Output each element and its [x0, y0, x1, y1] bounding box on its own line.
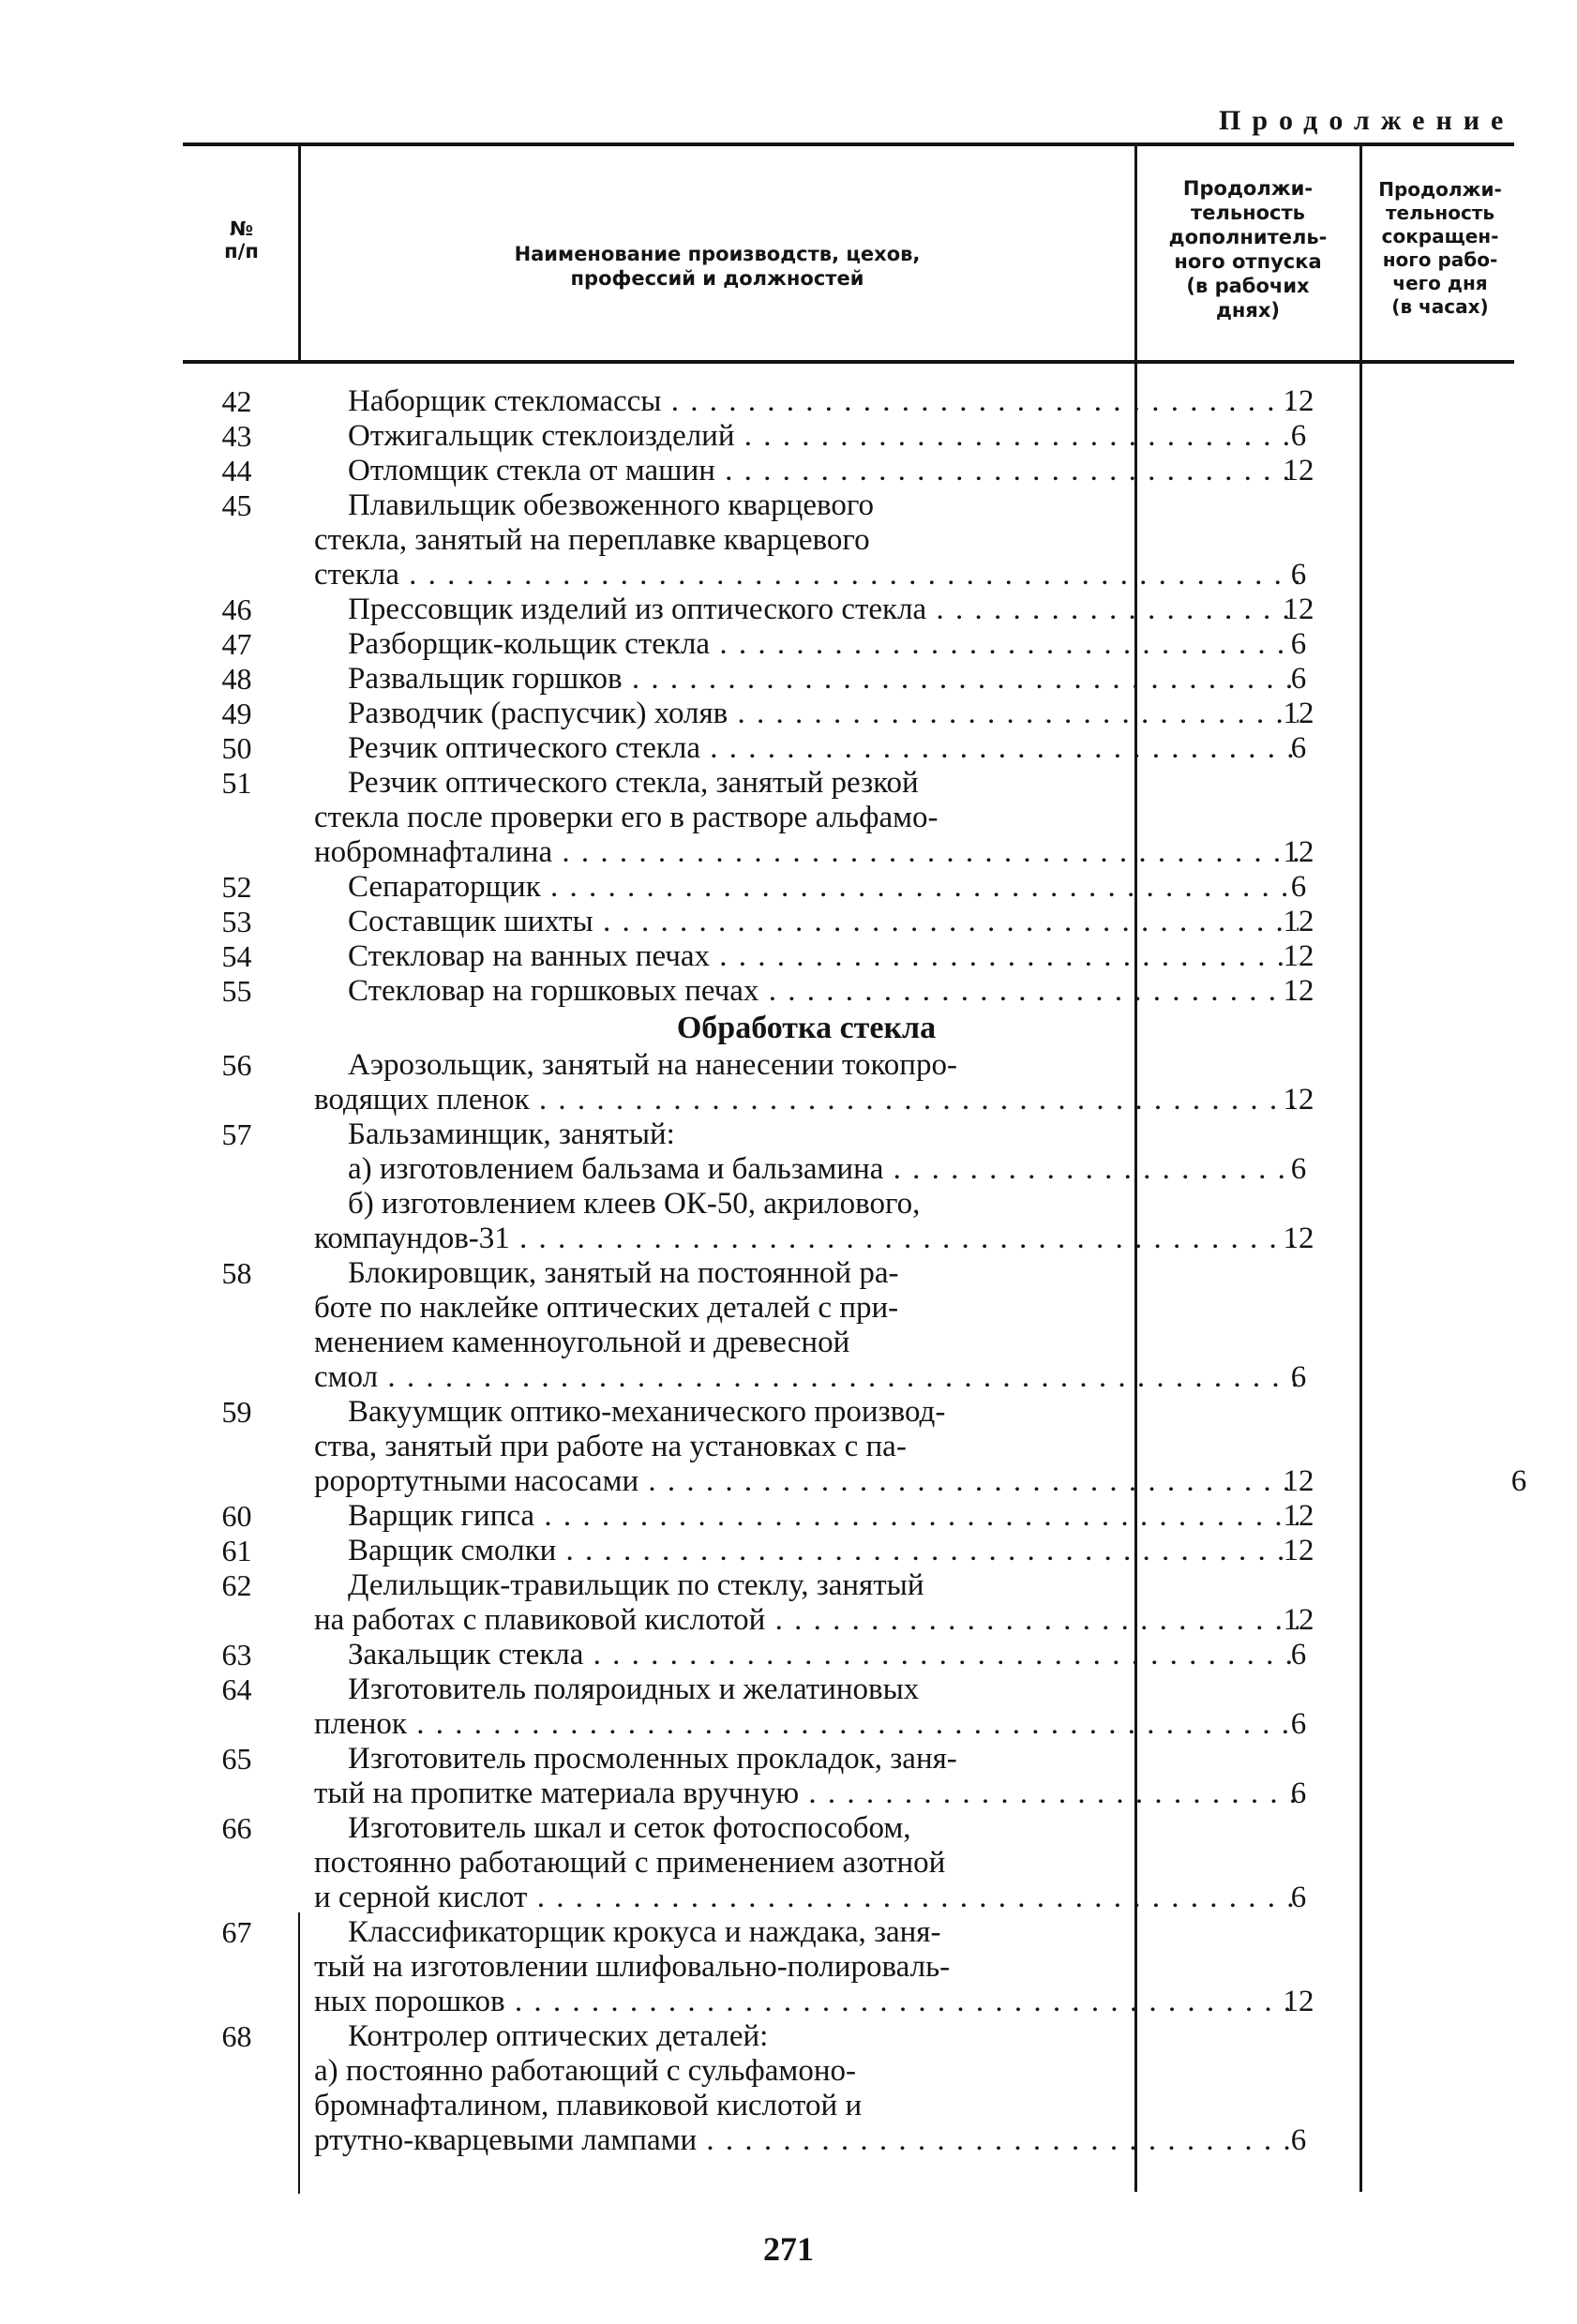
row-number: 47 — [221, 627, 252, 661]
description-line: Варщик смолки . . . — [314, 1534, 1299, 1568]
table-row — [183, 1048, 1524, 1117]
table-row — [183, 1811, 1524, 1915]
header-divider-1 — [298, 146, 301, 360]
additional-leave-days: 6 — [1290, 627, 1307, 661]
header-divider-2 — [1134, 146, 1137, 360]
table-row — [183, 662, 1524, 697]
description-line: и серной кислот . . . — [314, 1881, 1299, 1915]
additional-leave-days: 6 — [1290, 2123, 1307, 2157]
table-row — [183, 1742, 1524, 1811]
header-short-line: (в часах) — [1391, 295, 1489, 318]
description-line: Прессовщик изделий из оптического стекла . . . — [314, 592, 1299, 627]
additional-leave-days: 6 — [1290, 1881, 1307, 1914]
row-number: 44 — [221, 454, 252, 487]
row-number: 55 — [221, 974, 252, 1008]
row-description — [314, 974, 1299, 1009]
additional-leave-days: 12 — [1283, 1603, 1314, 1637]
row-number: 54 — [221, 939, 252, 973]
row-description — [314, 2019, 1299, 2158]
description-line: б) изготовлением клеев ОК-50, акрилового, — [348, 1187, 921, 1221]
additional-leave-days: 6 — [1290, 662, 1307, 696]
description-line: Закальщик стекла . . . — [314, 1638, 1299, 1672]
header-short-line: чего дня — [1392, 272, 1488, 294]
header-additional-leave — [1142, 176, 1354, 322]
header-short-line: ного рабо- — [1382, 248, 1498, 271]
header-short-line: Продолжи- — [1378, 178, 1502, 201]
description-line: стекла после проверки его в растворе альфамо- — [314, 801, 939, 834]
header-short-line: сокращен- — [1381, 225, 1499, 247]
table-row — [183, 1638, 1524, 1672]
row-description — [314, 1499, 1299, 1534]
row-number: 50 — [221, 731, 252, 765]
additional-leave-days: 12 — [1283, 835, 1314, 869]
row-number: 56 — [221, 1048, 252, 1082]
additional-leave-days: 6 — [1290, 1777, 1307, 1810]
row-number: 46 — [221, 592, 252, 626]
header-add-line: дополнитель- — [1168, 226, 1328, 248]
description-line: боте по наклейке оптических деталей с при- — [314, 1291, 899, 1325]
description-line: смол . . . — [314, 1360, 1299, 1395]
description-line: Изготовитель поляроидных и желатиновых — [348, 1672, 920, 1706]
header-divider-3 — [1359, 146, 1362, 360]
description-line: Бальзаминщик, занятый: — [348, 1117, 675, 1151]
row-description — [314, 697, 1299, 731]
additional-leave-days: 12 — [1283, 697, 1314, 730]
description-line: Стекловар на горшковых печах . . . — [314, 974, 1299, 1009]
description-line: стекла . . . — [314, 558, 1299, 592]
row-description — [314, 1048, 1299, 1117]
row-description — [314, 1395, 1299, 1499]
description-line: постоянно работающий с применением азотной — [314, 1846, 946, 1880]
row-number: 68 — [221, 2019, 252, 2053]
row-number: 57 — [221, 1117, 252, 1151]
description-line: Стекловар на ванных печах . . . — [314, 939, 1299, 974]
additional-leave-days: 12 — [1283, 1222, 1314, 1255]
row-number: 53 — [221, 905, 252, 938]
description-line: а) изготовлением бальзама и бальзамина . . . — [314, 1152, 1299, 1187]
additional-leave-days: 6 — [1290, 731, 1307, 765]
description-line: Делильщик-травильщик по стеклу, занятый — [348, 1568, 924, 1602]
description-line: ства, занятый при работе на установках с па- — [314, 1430, 907, 1463]
description-line: ртутно-кварцевыми лампами . . . — [314, 2123, 1299, 2158]
row-description — [314, 870, 1299, 905]
row-description — [314, 1534, 1299, 1568]
description-line: Аэрозольщик, занятый на нанесении токопро- — [348, 1048, 957, 1082]
row-description — [314, 1152, 1299, 1187]
row-number: 64 — [221, 1672, 252, 1706]
table-row — [183, 974, 1524, 1009]
additional-leave-days: 12 — [1283, 1464, 1314, 1498]
description-line: Вакуумщик оптико-механического производ- — [348, 1395, 946, 1429]
row-description — [314, 1256, 1299, 1395]
row-description — [314, 1117, 1299, 1152]
row-number: 52 — [221, 870, 252, 904]
row-number: 60 — [221, 1499, 252, 1533]
description-line: на работах с плавиковой кислотой . . . — [314, 1603, 1299, 1638]
header-bottom-rule — [183, 360, 1514, 364]
table-row — [183, 2019, 1524, 2158]
row-number: 67 — [221, 1915, 252, 1949]
row-number: 63 — [221, 1638, 252, 1672]
description-line: Изготовитель просмоленных прокладок, заня- — [348, 1742, 957, 1776]
description-line: пленок . . . — [314, 1707, 1299, 1742]
row-number: 66 — [221, 1811, 252, 1845]
header-add-line: ного отпуска — [1174, 250, 1322, 273]
header-name-line: профессий и должностей — [570, 267, 864, 290]
row-description — [314, 1742, 1299, 1811]
row-description — [314, 1672, 1299, 1742]
table-row — [183, 905, 1524, 939]
description-line: Классификаторщик крокуса и наждака, заня- — [348, 1915, 941, 1949]
additional-leave-days: 6 — [1290, 1360, 1307, 1394]
description-line: водящих пленок . . . — [314, 1083, 1299, 1117]
table-row — [183, 1395, 1527, 1499]
row-number: 51 — [221, 766, 252, 800]
row-description — [314, 662, 1299, 697]
continued-label: Продолжение — [1219, 105, 1515, 136]
description-line: нобромнафталина . . . — [314, 835, 1299, 870]
table-row — [183, 870, 1524, 905]
row-description — [314, 731, 1299, 766]
section-title: Обработка стекла — [676, 1011, 937, 1045]
header-num — [188, 217, 295, 262]
description-line: Варщик гипса . . . — [314, 1499, 1299, 1534]
table-row — [183, 1672, 1524, 1742]
description-line: Блокировщик, занятый на постоянной ра- — [348, 1256, 899, 1290]
additional-leave-days: 12 — [1283, 1083, 1314, 1117]
description-line: Наборщик стекломассы . . . — [314, 384, 1299, 419]
table-row — [183, 454, 1524, 488]
description-line: Резчик оптического стекла, занятый резкой — [348, 766, 919, 800]
additional-leave-days: 6 — [1290, 1638, 1307, 1672]
header-add-line: тельность — [1191, 202, 1305, 224]
additional-leave-days: 6 — [1290, 419, 1307, 453]
table-row — [183, 731, 1524, 766]
table-row — [183, 627, 1524, 662]
table-row — [183, 592, 1524, 627]
row-number: 58 — [221, 1256, 252, 1290]
additional-leave-days: 6 — [1290, 558, 1307, 592]
table-row — [183, 1568, 1524, 1638]
row-description — [314, 1187, 1299, 1256]
table-row — [183, 1256, 1524, 1395]
description-line: тый на изготовлении шлифовально-полироваль- — [314, 1950, 951, 1984]
header-name-line: Наименование производств, цехов, — [514, 243, 921, 265]
description-line: стекла, занятый на переплавке кварцевого — [314, 523, 870, 557]
description-line: ных порошков . . . — [314, 1985, 1299, 2019]
table-row — [183, 488, 1524, 592]
header-num-line: п/п — [224, 240, 259, 262]
description-line: Сепараторщик . . . — [314, 870, 1299, 905]
row-number: 59 — [221, 1395, 252, 1429]
row-description — [314, 419, 1299, 454]
table-row — [183, 1117, 1524, 1152]
description-line: Изготовитель шкал и сеток фотоспособом, — [348, 1811, 911, 1845]
table-row — [183, 697, 1524, 731]
description-line: Развальщик горшков . . . — [314, 662, 1299, 697]
row-description — [314, 488, 1299, 592]
row-number: 61 — [221, 1534, 252, 1567]
page-number: 271 — [763, 2230, 814, 2268]
row-description — [314, 1915, 1299, 2019]
additional-leave-days: 12 — [1283, 1985, 1314, 2018]
additional-leave-days: 6 — [1290, 1152, 1307, 1186]
header-top-rule — [183, 142, 1514, 146]
row-description — [314, 1811, 1299, 1915]
table-body — [183, 384, 1527, 2158]
row-number: 49 — [221, 697, 252, 730]
row-number: 45 — [221, 488, 252, 522]
header-add-line: Продолжи- — [1182, 177, 1314, 200]
additional-leave-days: 6 — [1290, 1707, 1307, 1741]
row-description — [314, 384, 1299, 419]
header-add-line: (в рабочих — [1186, 275, 1310, 297]
row-description — [314, 939, 1299, 974]
row-number: 65 — [221, 1742, 252, 1776]
description-line: Разводчик (распусчик) холяв . . . — [314, 697, 1299, 731]
row-description — [314, 454, 1299, 488]
table-row — [183, 1534, 1524, 1568]
row-number: 62 — [221, 1568, 252, 1602]
description-line: тый на пропитке материала вручную . . . — [314, 1777, 1299, 1811]
description-line: бромнафталином, плавиковой кислотой и — [314, 2089, 863, 2122]
table-row — [183, 1499, 1524, 1534]
description-line: Резчик оптического стекла . . . — [314, 731, 1299, 766]
table-row — [183, 384, 1524, 419]
header-add-line: днях) — [1215, 299, 1281, 322]
description-line: Разборщик-кольщик стекла . . . — [314, 627, 1299, 662]
table-row — [183, 939, 1524, 974]
description-line: Отжигальщик стеклоизделий . . . — [314, 419, 1299, 454]
additional-leave-days: 12 — [1283, 384, 1314, 418]
additional-leave-days: 12 — [1283, 1499, 1314, 1533]
description-line: ророртутными насосами . . . — [314, 1464, 1299, 1499]
additional-leave-days: 12 — [1283, 1534, 1314, 1567]
row-number: 48 — [221, 662, 252, 696]
description-line: Плавильщик обезвоженного кварцевого — [348, 488, 875, 522]
table-row — [183, 1187, 1524, 1256]
description-line: Контролер оптических деталей: — [348, 2019, 769, 2053]
additional-leave-days: 12 — [1283, 974, 1314, 1008]
row-description — [314, 1638, 1299, 1672]
short-day-hours: 6 — [1510, 1464, 1527, 1498]
description-line: компаундов-31 . . . — [314, 1222, 1299, 1256]
additional-leave-days: 12 — [1283, 939, 1314, 973]
additional-leave-days: 6 — [1290, 870, 1307, 904]
row-number: 43 — [221, 419, 252, 453]
header-short-day — [1365, 178, 1515, 319]
table-row — [183, 1152, 1524, 1187]
header-short-line: тельность — [1385, 202, 1495, 224]
additional-leave-days: 12 — [1283, 905, 1314, 938]
row-number: 42 — [221, 384, 252, 418]
table-row — [183, 419, 1524, 454]
description-line: Отломщик стекла от машин . . . — [314, 454, 1299, 488]
row-description — [314, 1568, 1299, 1638]
description-line: а) постоянно работающий с сульфамоно- — [314, 2054, 856, 2088]
table-row — [183, 1915, 1524, 2019]
description-line: менением каменноугольной и древесной — [314, 1326, 850, 1359]
additional-leave-days: 12 — [1283, 592, 1314, 626]
row-description — [314, 905, 1299, 939]
table-row — [183, 766, 1524, 870]
description-line: Составщик шихты . . . — [314, 905, 1299, 939]
additional-leave-days: 12 — [1283, 454, 1314, 487]
header-num-line: № — [229, 217, 254, 240]
row-description — [314, 766, 1299, 870]
header-name — [309, 242, 1125, 291]
row-description — [314, 627, 1299, 662]
row-description — [314, 592, 1299, 627]
